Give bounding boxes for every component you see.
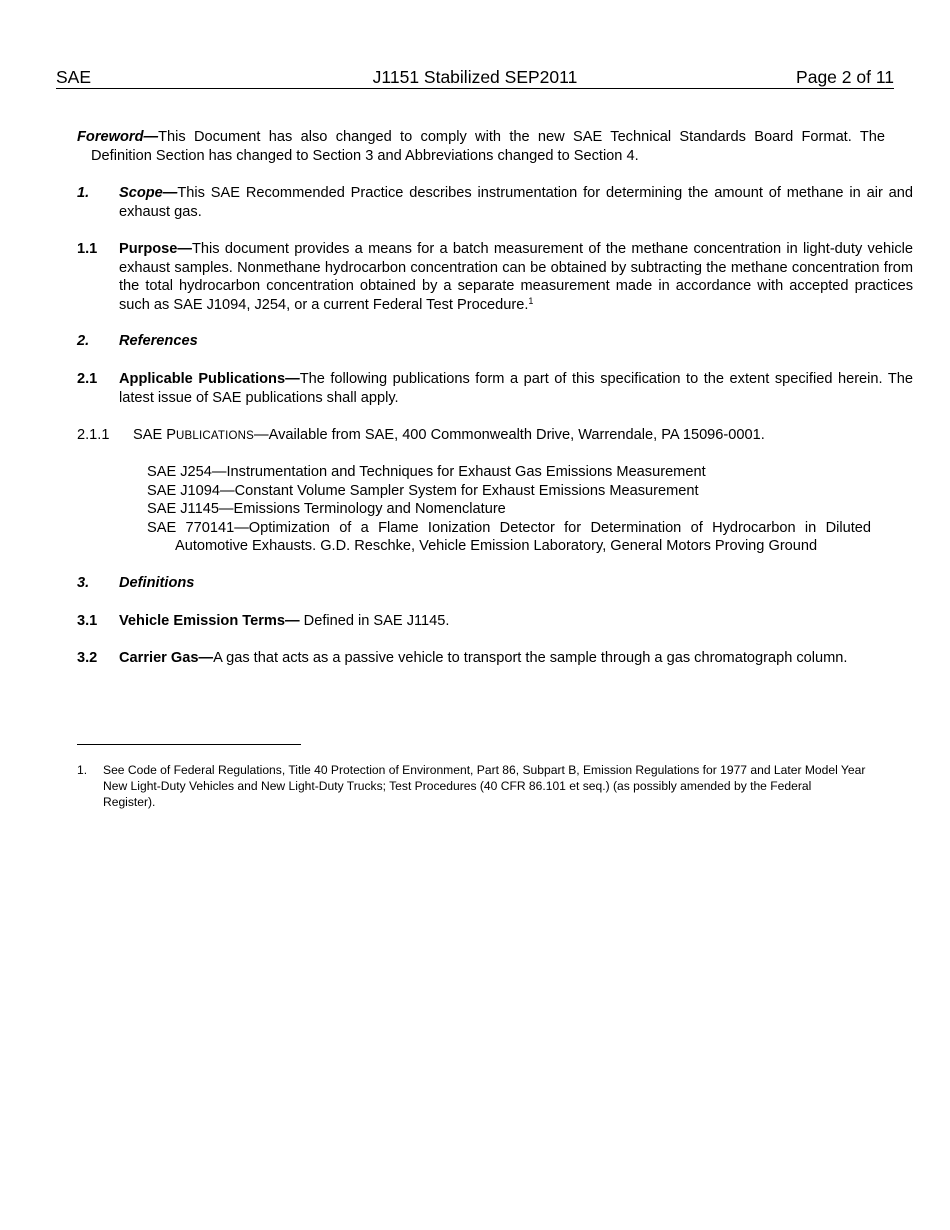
foreword-paragraph xyxy=(77,128,885,165)
section-label: SAE PUBLICATIONS xyxy=(133,427,255,443)
section-label: Vehicle Emission Terms— xyxy=(119,613,300,629)
footnote xyxy=(77,762,867,810)
reference-list xyxy=(147,463,871,556)
footnote-reference[interactable]: 1 xyxy=(528,295,534,306)
section-label: Scope— xyxy=(119,185,178,201)
section-text: —Available from SAE, 400 Commonwealth Drive, Warrendale, PA 15096-0001. xyxy=(254,427,765,443)
section-2-references xyxy=(77,332,913,351)
section-3-2-carrier-gas xyxy=(77,649,913,668)
section-text: The following publications form a part of this specification to the extent specified herein. The latest issue of SAE publications shall apply. xyxy=(119,371,913,406)
section-2-1-1-sae-publications xyxy=(77,426,927,446)
section-heading: Definitions xyxy=(119,575,195,591)
section-label: Carrier Gas— xyxy=(119,650,214,666)
section-2-1-applicable-publications xyxy=(77,370,913,407)
reference-item: SAE 770141—Optimization of a Flame Ionization Detector for Determination of Hydrocarbon in Diluted Automotive Exhausts. G.D. Reschke, Vehicle Emission Laboratory, General Motors Proving Ground xyxy=(147,519,871,555)
section-number: 1. xyxy=(77,185,90,201)
footnote-divider xyxy=(77,744,301,745)
section-text: Defined in SAE J1145. xyxy=(299,613,450,629)
reference-item: SAE J1145—Emissions Terminology and Nomenclature xyxy=(147,501,506,518)
reference-item: SAE J1094—Constant Volume Sampler System for Exhaust Emissions Measurement xyxy=(147,482,699,499)
section-number: 2.1.1 xyxy=(77,427,110,443)
section-number: 2.1 xyxy=(77,371,98,387)
section-1-1-purpose xyxy=(77,240,913,314)
section-text: This SAE Recommended Practice describes instrumentation for determining the amount of methane in air and exhaust gas. xyxy=(119,185,913,220)
header-organization: SAE xyxy=(56,67,92,87)
section-number: 3. xyxy=(77,575,90,591)
footnote-text: See Code of Federal Regulations, Title 40 Protection of Environment, Part 86, Subpart B, Emission Regulations for 1977 and Later Model Year New Light-Duty Vehicles and New Light-Duty Trucks; Test Procedures (40 CFR 86.101 et seq.) (as possibly amended by the Federal Register). xyxy=(103,763,866,809)
foreword-text: This Document has also changed to comply with the new SAE Technical Standards Board Format. The Definition Section has changed to Section 3 and Abbreviations changed to Section 4. xyxy=(91,129,885,164)
header-document-id: J1151 Stabilized SEP2011 xyxy=(372,67,578,87)
section-number: 1.1 xyxy=(77,241,98,257)
reference-item: SAE J254—Instrumentation and Techniques for Exhaust Gas Emissions Measurement xyxy=(147,464,706,480)
section-1-scope xyxy=(77,184,913,221)
section-label: Applicable Publications— xyxy=(119,371,300,387)
section-number: 3.1 xyxy=(77,613,98,629)
section-text: A gas that acts as a passive vehicle to transport the sample through a gas chromatograph column. xyxy=(213,650,848,666)
section-heading: References xyxy=(119,333,198,349)
section-text: This document provides a means for a batch measurement of the methane concentration in light-duty vehicle exhaust samples. Nonmethane hydrocarbon concentration can be obtained by subtracting the methane concentration from the total hydrocarbon concentration obtained by a separate measurement made in accordance with accepted practices such as SAE J1094, J254, or a current Federal Test Procedure. xyxy=(119,241,913,313)
section-number: 2. xyxy=(77,333,90,349)
foreword-label: Foreword— xyxy=(77,129,159,145)
footnote-number: 1. xyxy=(77,763,88,777)
section-label: Purpose— xyxy=(119,241,192,257)
header-page-number: Page 2 of 11 xyxy=(796,67,894,87)
section-number: 3.2 xyxy=(77,650,98,666)
section-3-1-vehicle-emission-terms xyxy=(77,612,913,631)
page-header xyxy=(56,66,894,89)
section-3-definitions xyxy=(77,574,913,593)
